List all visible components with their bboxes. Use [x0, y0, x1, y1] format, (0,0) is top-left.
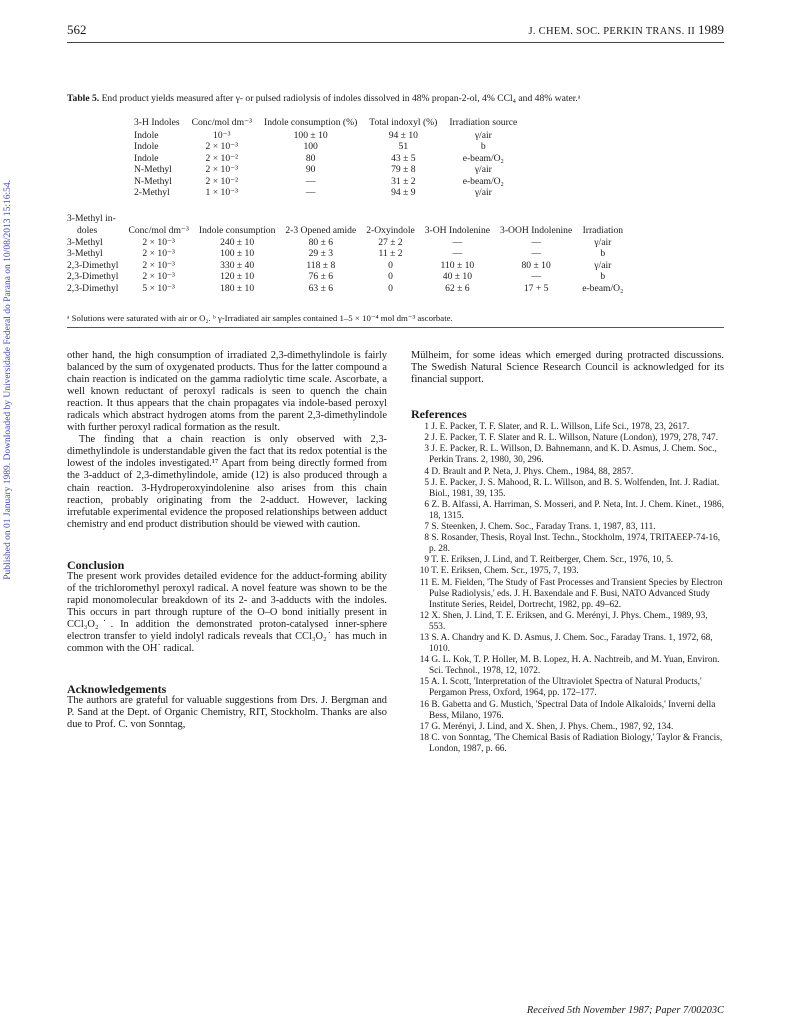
table-cell: b	[600, 248, 606, 260]
reference-number: 18	[419, 732, 429, 743]
table-cell: 27 ± 2	[378, 237, 403, 248]
reference-text: T. E. Eriksen, Chem. Scr., 1975, 7, 193.	[431, 566, 579, 577]
reference-number: 9	[424, 555, 429, 566]
table-cell: 80	[305, 152, 316, 164]
table-cell: —	[452, 248, 463, 260]
table-cell: e-beam/O₂	[462, 152, 504, 164]
acknowledgements-text: The authors are grateful for valuable suggestions from Drs. J. Bergman and P. Sand at the Dept. of Organic Chemistry, RIT, Stockholm. Thanks are also due to Prof. C. von Sonntag,	[67, 695, 387, 731]
reference-item	[411, 478, 724, 500]
table-cell: 3-Methyl	[67, 248, 103, 260]
table-cell: 120 ± 10	[220, 271, 255, 283]
table-header: 3-Methyl in-	[67, 213, 116, 224]
reference-item	[411, 700, 724, 722]
table-cell: 5 × 10⁻³	[142, 282, 175, 294]
table-cell: 240 ± 10	[220, 237, 255, 248]
left-column	[67, 350, 387, 731]
received-line: Received 5th November 1987; Paper 7/00203C	[526, 1005, 724, 1016]
table-header: Indole consumption (%)	[264, 117, 358, 128]
table-cell: 0	[388, 282, 393, 294]
table-cell: 100 ± 10	[220, 248, 255, 260]
table-cell: Indole	[134, 130, 159, 141]
reference-item	[411, 722, 724, 733]
reference-item	[411, 733, 724, 755]
table-cell: —	[305, 187, 316, 199]
reference-number: 11	[420, 577, 429, 588]
table-row	[67, 271, 628, 282]
table-part1-header-row	[128, 115, 523, 130]
table-cell: 2 × 10⁻²	[205, 175, 239, 187]
table-cell: 79 ± 8	[391, 164, 416, 176]
reference-number: 10	[419, 566, 429, 577]
table-cell: 43 ± 5	[391, 152, 416, 164]
table-cell: 2,3-Dimethyl	[67, 271, 119, 283]
table-cell: 118 ± 8	[306, 259, 336, 271]
table-header: Indole consumption	[198, 225, 276, 236]
download-watermark[interactable]: Published on 01 January 1989. Downloaded by Universidade Federal do Parana on 10/08/2013 15:16:54.	[3, 180, 13, 580]
reference-number: 15	[419, 677, 429, 688]
table-cell: γ/air	[474, 130, 492, 141]
acknowledgements-heading: Acknowledgements	[67, 682, 167, 697]
reference-text: J. E. Packer, R. L. Willson, D. Bahnemann, and K. D. Asmus, J. Chem. Soc., Perkin Trans. 2, 1980, 30, 296.	[429, 444, 717, 466]
reference-number: 5	[424, 477, 429, 488]
table-caption-label: Table 5.	[67, 93, 100, 104]
table-row	[128, 130, 523, 141]
table-cell: 0	[388, 271, 393, 283]
table-header: Irradiation	[582, 225, 624, 236]
table-cell: 2,3-Dimethyl	[67, 259, 119, 271]
table-row	[128, 187, 523, 198]
table-cell: 100 ± 10	[293, 130, 328, 141]
reference-item	[411, 533, 724, 555]
table-cell: 80 ± 6	[308, 237, 334, 248]
table-cell: 110 ± 10	[440, 259, 475, 271]
table-row	[67, 283, 628, 294]
reference-text: B. Gabetta and G. Mustich, 'Spectral Data of Indole Alkaloids,' Inverni della Bess, Milano, 1976.	[429, 699, 716, 721]
table-header: 3-OOH Indolenine	[500, 225, 573, 236]
reference-text: J. E. Packer, J. S. Mahood, R. L. Willson, and B. S. Wolfenden, Int. J. Radiat. Biol., 1981, 39, 135.	[429, 477, 720, 499]
table-header: 2-Oxyindole	[366, 225, 415, 236]
table-bottom-rule	[67, 327, 724, 328]
table-cell: 94 ± 10	[388, 130, 418, 141]
conclusion-text: The present work provides detailed evidence for the adduct-forming ability of the trichloromethyl peroxyl radical. A novel feature was shown to be the rapid monomolecular breakdown of its 2- and 3-adducts with the indoles. This occurs in part through rupture of the O–O bond initially present in CCl₃O₂˙. In addition the demonstrated proton-catalysed inner-sphere electron transfer to yield indolyl radicals reveals that CCl₃O₂˙ has much in common with the OH˙ radical.	[67, 570, 387, 655]
body-paragraph: Mülheim, for some ideas which emerged during protracted discussions. The Swedish Natural Science Research Council is acknowledged for its financial support.	[411, 350, 724, 386]
table-header: 3-OH Indolenine	[424, 225, 491, 236]
conclusion-heading: Conclusion	[67, 557, 125, 572]
table-part2-header-row	[67, 213, 628, 225]
reference-text: Z. B. Alfassi, A. Harriman, S. Mosseri, and P. Neta, Int. J. Chem. Kinet., 1986, 18, 1315.	[429, 499, 724, 521]
table-cell: 3-Methyl	[67, 237, 103, 248]
table-cell: 1 × 10⁻³	[205, 187, 239, 199]
reference-item	[411, 611, 724, 633]
reference-item	[411, 522, 724, 533]
table-cell: 17 + 5	[523, 282, 549, 294]
reference-text: T. E. Eriksen, J. Lind, and T. Reitberger, Chem. Scr., 1976, 10, 5.	[431, 555, 674, 566]
reference-item	[411, 422, 724, 433]
reference-list	[411, 422, 724, 755]
reference-text: S. Rosander, Thesis, Royal Inst. Techn., Stockholm, 1974, TRITAEEP-74-16, p. 28.	[429, 533, 721, 555]
table-header: Irradiation source	[449, 117, 518, 128]
table-cell: 29 ± 3	[308, 248, 334, 260]
reference-number: 13	[419, 632, 429, 643]
reference-number: 2	[424, 433, 429, 444]
reference-text: G. Merényi, J. Lind, and X. Shen, J. Phys. Chem., 1987, 92, 134.	[431, 721, 674, 732]
right-column	[411, 350, 724, 755]
table-cell: 330 ± 40	[220, 259, 255, 271]
body-paragraph: other hand, the high consumption of irradiated 2,3-dimethylindole is fairly balanced by the sum of oxygenated products. Thus for the latter compound a chain reaction is indicated on the gamma radiolytic time scale. Ascorbate, a well known reductant of peroxyl radicals is seen to quench the chain reaction. It thus appears that the chain propagates via indole-based peroxyl radicals which abstract hydrogen atoms from the parent 2,3-dimethylindole with further peroxyl radical formation as the result.	[67, 350, 387, 434]
references-heading: References	[411, 407, 467, 422]
table-cell: 100	[303, 141, 318, 153]
reference-item	[411, 433, 724, 444]
page-number: 562	[67, 22, 87, 37]
reference-item	[411, 467, 724, 478]
table-cell: —	[531, 248, 541, 260]
table-cell: 2-Methyl	[134, 187, 170, 199]
table-cell: 94 ± 9	[391, 187, 416, 199]
table-cell: 11 ± 2	[378, 248, 403, 260]
reference-item	[411, 677, 724, 699]
table-cell: 2 × 10⁻²	[205, 152, 239, 164]
reference-number: 12	[419, 610, 429, 621]
table-part1	[128, 115, 523, 198]
reference-number: 6	[424, 499, 429, 510]
table-cell: 76 ± 6	[308, 271, 334, 283]
table-cell: 2 × 10⁻³	[142, 248, 175, 260]
table-cell: 10⁻³	[213, 130, 231, 141]
reference-text: S. A. Chandry and K. D. Asmus, J. Chem. Soc., Faraday Trans. 1, 1972, 68, 1010.	[429, 632, 713, 655]
reference-text: G. L. Kok, T. P. Holler, M. B. Lopez, H. A. Nachtreib, and M. Yuan, Environ. Sci. Technol., 1978, 12, 1072.	[429, 655, 720, 677]
table-header: Conc/mol dm⁻³	[128, 225, 189, 236]
reference-number: 4	[424, 466, 429, 477]
table-cell: 63 ± 6	[308, 282, 334, 294]
table-cell: 2 × 10⁻³	[142, 271, 175, 283]
table-header: doles	[77, 225, 98, 236]
table-cell: 2 × 10⁻³	[205, 164, 239, 176]
table-cell: 0	[388, 259, 393, 271]
table-cell: γ/air	[474, 187, 492, 199]
table-row	[67, 237, 628, 248]
table-cell: 62 ± 6	[445, 282, 470, 294]
table-cell: Indole	[134, 141, 159, 153]
table-cell: N-Methyl	[134, 164, 172, 176]
table-header: 2-3 Opened amide	[285, 225, 357, 236]
reference-text: J. E. Packer, T. F. Slater, and R. L. Willson, Life Sci., 1978, 23, 2617.	[431, 422, 690, 433]
table-cell: e-beam/O₂	[582, 282, 624, 294]
body-paragraph: The finding that a chain reaction is only observed with 2,3-dimethylindole is understandable given the fact that its redox potential is the lowest of the indoles investigated.¹⁷ Apart from being directly formed from the 3-adduct of 2,3-dimethylindole, amide (12) is also produced through a chain reaction. 3-Hydroperoxyindolenine also arises from this chain reaction, probably originating from the 2-adduct. However, lacking irrefutable experimental evidence the proposed relationships between adduct chemistry and end product distribution should be viewed with caution.	[67, 434, 387, 530]
table-header: Total indoxyl (%)	[369, 117, 438, 128]
reference-number: 3	[424, 444, 429, 455]
table-cell: 51	[398, 141, 409, 153]
table-cell: γ/air	[474, 164, 492, 176]
table-row	[67, 248, 628, 259]
table-cell: 90	[305, 164, 316, 176]
reference-text: C. von Sonntag, 'The Chemical Basis of Radiation Biology,' Taylor & Francis, London, 1987, p. 66.	[429, 732, 723, 754]
journal-header	[528, 22, 724, 38]
reference-item	[411, 578, 724, 611]
table-row	[128, 141, 523, 152]
reference-text: X. Shen, J. Lind, T. E. Eriksen, and G. Merényi, J. Phys. Chem., 1989, 93, 553.	[429, 610, 708, 632]
table-header: 3-H Indoles	[134, 117, 180, 128]
reference-item	[411, 633, 724, 655]
reference-text: J. E. Packer, T. F. Slater and R. L. Willson, Nature (London), 1979, 278, 747.	[431, 433, 719, 444]
reference-item	[411, 655, 724, 677]
table-cell: e-beam/O₂	[462, 175, 504, 187]
reference-text: S. Steenken, J. Chem. Soc., Faraday Trans. 1, 1987, 83, 111.	[431, 522, 656, 533]
table-cell: N-Methyl	[134, 175, 172, 187]
reference-item	[411, 500, 724, 522]
reference-text: D. Brault and P. Neta, J. Phys. Chem., 1984, 88, 2857.	[431, 466, 634, 477]
header-rule	[67, 42, 724, 43]
table-cell: 31 ± 2	[391, 175, 416, 187]
table-row	[128, 164, 523, 175]
table-cell: 2 × 10⁻³	[205, 141, 239, 153]
table-cell: 2 × 10⁻³	[142, 259, 175, 271]
table-row	[128, 176, 523, 187]
table-cell: —	[531, 271, 541, 283]
table-part2	[67, 213, 628, 294]
journal-name: J. CHEM. SOC. PERKIN TRANS. II	[528, 26, 696, 37]
reference-number: 14	[419, 655, 429, 666]
table-row	[67, 260, 628, 271]
table-cell: 2,3-Dimethyl	[67, 282, 119, 294]
table-cell: 80 ± 10	[521, 259, 551, 271]
table-cell: —	[305, 175, 316, 187]
reference-item	[411, 566, 724, 577]
reference-item	[411, 444, 724, 466]
table-part2-header-row	[67, 225, 628, 237]
reference-number: 7	[424, 522, 429, 533]
table-cell: γ/air	[594, 259, 612, 271]
table-caption	[67, 93, 580, 104]
reference-number: 8	[424, 533, 429, 544]
table-header: Conc/mol dm⁻³	[191, 117, 253, 128]
table-cell: 40 ± 10	[442, 271, 473, 283]
table-cell: γ/air	[594, 237, 612, 248]
reference-number: 1	[424, 422, 429, 433]
table-caption-text: End product yields measured after γ- or pulsed radiolysis of indoles dissolved in 48% propan-2-ol, 4% CCl₄ and 48% water.ᵃ	[99, 93, 581, 104]
table-cell: 180 ± 10	[220, 282, 255, 294]
table-cell: b	[480, 141, 486, 153]
table-row	[128, 153, 523, 164]
table-footnote: ᵃ Solutions were saturated with air or O₂. ᵇ γ-Irradiated air samples contained 1–5 × 10⁻⁴ mol dm⁻³ ascorbate.	[67, 313, 453, 323]
reference-text: E. M. Fielden, 'The Study of Fast Processes and Transient Species by Electron Pulse Radiolysis,' eds. J. H. Baxendale and F. Busi, NATO Advanced Study Institute Series, Reidel, Dortrecht, 1982, pp. 49–62.	[429, 577, 723, 610]
reference-number: 17	[419, 721, 429, 732]
journal-year: 1989	[698, 22, 724, 37]
table-cell: —	[531, 237, 541, 248]
table-cell: —	[452, 237, 463, 248]
table-cell: Indole	[134, 152, 159, 164]
reference-item	[411, 555, 724, 566]
reference-number: 16	[419, 699, 429, 710]
table-cell: 2 × 10⁻³	[142, 237, 175, 248]
table-cell: b	[600, 271, 606, 283]
reference-text: A. I. Scott, 'Interpretation of the Ultraviolet Spectra of Natural Products,' Pergamon Press, Oxford, 1964, pp. 172–177.	[429, 677, 702, 699]
